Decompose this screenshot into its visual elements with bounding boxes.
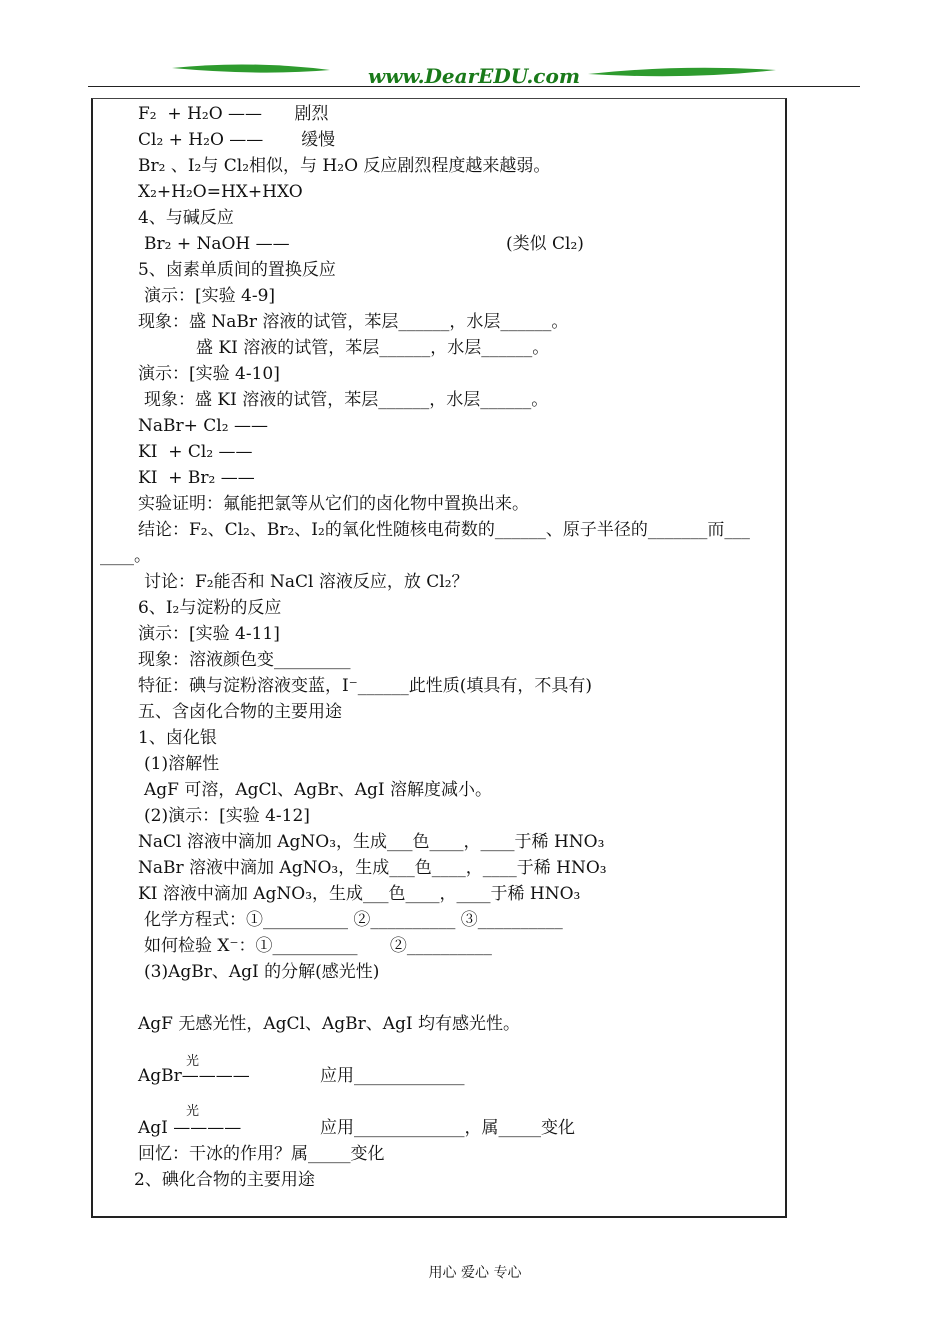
text-line: Br₂ 、I₂与 Cl₂相似，与 H₂O 反应剧烈程度越来越弱。 xyxy=(138,156,551,176)
text-line: NaCl 溶液中滴加 AgNO₃，生成___色____，____于稀 HNO₃ xyxy=(138,832,605,852)
text-line: 应用_____________ xyxy=(320,1066,465,1086)
logo-text: www.DearEDU.com xyxy=(367,64,581,88)
text-line: 回忆：干冰的作用？属_____变化 xyxy=(138,1144,385,1164)
text-line: 1、卤化银 xyxy=(138,728,217,748)
text-line: NaBr+ Cl₂ —— xyxy=(138,416,268,436)
text-line: 现象：盛 KI 溶液的试管，苯层______，水层______。 xyxy=(144,390,549,410)
text-line: 2、碘化合物的主要用途 xyxy=(134,1170,315,1190)
text-line: 盛 KI 溶液的试管，苯层______，水层______。 xyxy=(196,338,550,358)
text-line: F₂ + H₂O —— 剧烈 xyxy=(138,104,329,124)
text-line: AgF 无感光性，AgCl、AgBr、AgI 均有感光性。 xyxy=(138,1014,521,1034)
text-line: ____。 xyxy=(100,546,151,566)
text-line: 6、I₂与淀粉的反应 xyxy=(138,598,282,618)
text-line: KI + Br₂ —— xyxy=(138,468,255,488)
text-line: Br₂ + NaOH —— xyxy=(144,234,290,254)
text-line: 现象：溶液颜色变_________ xyxy=(138,650,351,670)
text-line: 5、卤素单质间的置换反应 xyxy=(138,260,336,280)
text-line: 光 xyxy=(186,1054,200,1069)
logo-swoosh-right xyxy=(588,68,776,77)
text-line: (1)溶解性 xyxy=(144,754,220,774)
header-rule xyxy=(88,86,860,87)
text-line: 演示：[实验 4-9] xyxy=(144,286,276,306)
text-line: Cl₂ + H₂O —— 缓慢 xyxy=(138,130,336,150)
dearedu-logo xyxy=(0,0,950,100)
text-line: 演示：[实验 4-11] xyxy=(138,624,280,644)
text-line: 如何检验 X⁻：①__________ ②__________ xyxy=(144,936,492,956)
text-line: (3)AgBr、AgI 的分解(感光性) xyxy=(144,962,380,982)
text-line: 光 xyxy=(186,1104,200,1119)
page-footer: 用心 爱心 专心 xyxy=(428,1265,522,1281)
text-line: 实验证明：氟能把氯等从它们的卤化物中置换出来。 xyxy=(138,494,529,514)
text-line: KI + Cl₂ —— xyxy=(138,442,253,462)
text-line: AgF 可溶，AgCl、AgBr、AgI 溶解度减小。 xyxy=(144,780,493,800)
text-line: AgI ———— xyxy=(138,1118,242,1138)
text-line: 应用_____________，属_____变化 xyxy=(320,1118,575,1138)
text-line: 结论：F₂、Cl₂、Br₂、I₂的氧化性随核电荷数的______、原子半径的_______而___ xyxy=(138,520,750,540)
text-line: 4、与碱反应 xyxy=(138,208,234,228)
text-line: 化学方程式：①__________ ②__________ ③__________ xyxy=(144,910,563,930)
text-line: 现象：盛 NaBr 溶液的试管，苯层______，水层______。 xyxy=(138,312,569,332)
text-line: (类似 Cl₂) xyxy=(506,234,584,254)
text-line: 五、含卤化合物的主要用途 xyxy=(138,702,342,722)
text-line: AgBr———— xyxy=(138,1066,250,1086)
text-line: 演示：[实验 4-10] xyxy=(138,364,280,384)
text-line: 讨论：F₂能否和 NaCl 溶液反应，放 Cl₂？ xyxy=(144,572,469,592)
text-line: KI 溶液中滴加 AgNO₃，生成___色____，____于稀 HNO₃ xyxy=(138,884,581,904)
text-line: X₂+H₂O=HX+HXO xyxy=(138,182,303,202)
logo-swoosh-left xyxy=(172,64,330,72)
page-header xyxy=(0,0,950,100)
text-line: (2)演示：[实验 4-12] xyxy=(144,806,310,826)
text-line: 特征：碘与淀粉溶液变蓝，I⁻______此性质(填具有，不具有) xyxy=(138,676,592,696)
text-line: NaBr 溶液中滴加 AgNO₃，生成___色____，____于稀 HNO₃ xyxy=(138,858,607,878)
